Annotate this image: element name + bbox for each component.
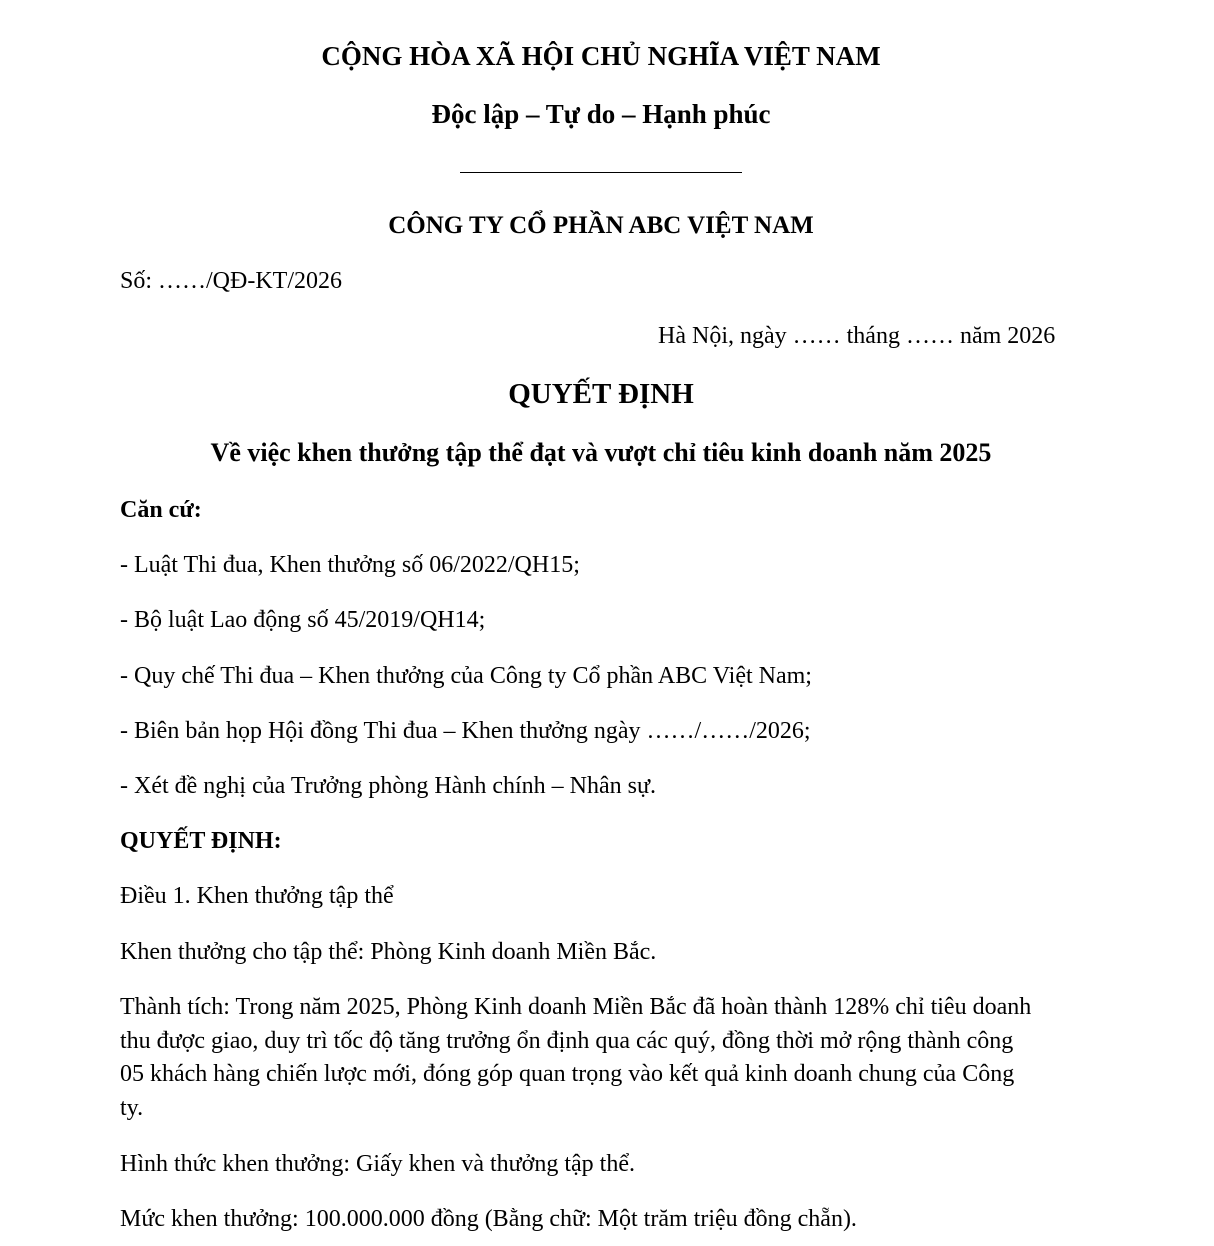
motto: Độc lập – Tự do – Hạnh phúc — [431, 99, 771, 129]
article-1-recipient: Khen thưởng cho tập thể: Phòng Kinh doanh Miền Bắc. — [120, 939, 657, 965]
basis-item: - Luật Thi đua, Khen thưởng số 06/2022/QH15; — [120, 552, 580, 578]
document-subject: Về việc khen thưởng tập thể đạt và vượt chỉ tiêu kinh doanh năm 2025 — [210, 438, 992, 467]
decision-heading: QUYẾT ĐỊNH: — [120, 828, 282, 854]
document-title: QUYẾT ĐỊNH — [508, 378, 694, 410]
document-number: Số: ……/QĐ-KT/2026 — [120, 268, 342, 294]
basis-item: - Bộ luật Lao động số 45/2019/QH14; — [120, 607, 486, 633]
national-title: CỘNG HÒA XÃ HỘI CHỦ NGHĨA VIỆT NAM — [321, 41, 881, 71]
article-1-achievement: Thành tích: Trong năm 2025, Phòng Kinh doanh Miền Bắc đã hoàn thành 128% chỉ tiêu doanh thu được giao, duy trì tốc độ tăng trưởng ổn định qua các quý, đồng thời mở rộng thành công 05 khách hàng chiến lược mới, đóng góp quan trọng vào kết quả kinh doanh chung của Công ty. — [120, 994, 1032, 1121]
article-1-award-amount: Mức khen thưởng: 100.000.000 đồng (Bằng chữ: Một trăm triệu đồng chẵn). — [120, 1206, 857, 1232]
basis-item: - Biên bản họp Hội đồng Thi đua – Khen thưởng ngày ……/……/2026; — [120, 718, 811, 744]
basis-item: - Quy chế Thi đua – Khen thưởng của Công ty Cổ phần ABC Việt Nam; — [120, 663, 812, 689]
basis-heading: Căn cứ: — [120, 497, 202, 523]
place-and-date: Hà Nội, ngày …… tháng …… năm 2026 — [658, 323, 1056, 349]
basis-item: - Xét đề nghị của Trưởng phòng Hành chính – Nhân sự. — [120, 773, 656, 799]
article-1-title: Điều 1. Khen thưởng tập thể — [120, 883, 394, 909]
company-name: CÔNG TY CỔ PHẦN ABC VIỆT NAM — [388, 212, 814, 239]
article-1-award-form: Hình thức khen thưởng: Giấy khen và thưởng tập thể. — [120, 1151, 635, 1177]
header-separator-line — [460, 172, 742, 173]
